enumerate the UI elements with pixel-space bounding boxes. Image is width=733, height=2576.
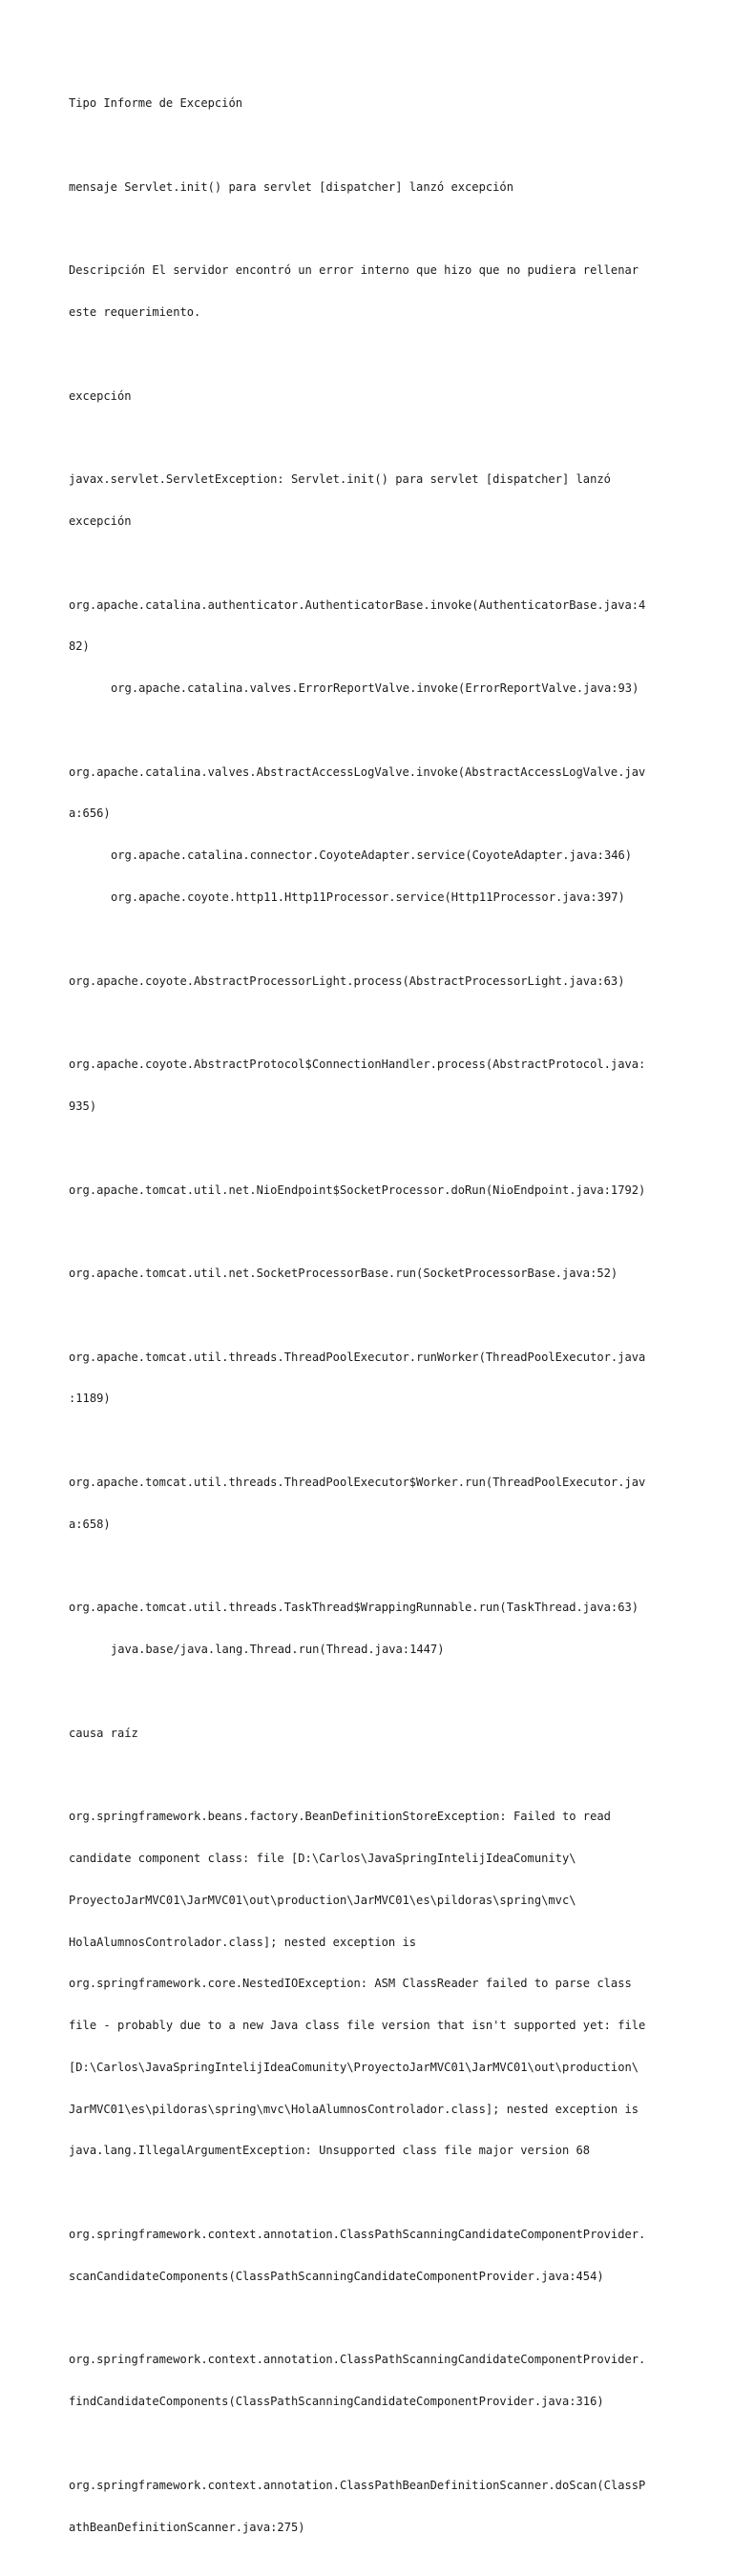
exception-message-line: javax.servlet.ServletException: Servlet.init() para servlet [dispatcher] lanzó [69, 472, 611, 487]
stack-frame-line: org.apache.tomcat.util.net.NioEndpoint$SocketProcessor.doRun(NioEndpoint.java:1792) [69, 1183, 646, 1197]
stack-frame-line: :1189) [69, 1392, 111, 1406]
root-cause-line: file - probably due to a new Java class file version that isn't supported yet: file [69, 2019, 646, 2033]
description-line: este requerimiento. [69, 305, 201, 320]
report-description [69, 236, 680, 347]
stack-frame-line: org.apache.coyote.AbstractProcessorLight.process(AbstractProcessorLight.java:63) [69, 974, 625, 988]
stack-frame-line: org.springframework.context.annotation.ClassPathScanningCandidateComponentProvider. [69, 2353, 646, 2367]
stack-frame-line: org.apache.coyote.AbstractProtocol$ConnectionHandler.process(AbstractProtocol.java: [69, 1058, 646, 1072]
stack-frame [69, 946, 680, 1016]
root-cause-line: ProyectoJarMVC01\JarMVC01\out\production\JarMVC01\es\pildoras\spring\mvc\ [69, 1893, 576, 1907]
stack-frame-line: org.springframework.context.annotation.ClassPathScanningCandidateComponentProvider. [69, 2228, 646, 2242]
root-cause-heading-text: causa raíz [69, 1726, 138, 1740]
stack-frame-line: org.apache.coyote.http11.Http11Processor.service(Http11Processor.java:397) [111, 890, 625, 905]
stack-frame-line: org.apache.tomcat.util.threads.TaskThread$WrappingRunnable.run(TaskThread.java:63) [69, 1601, 639, 1615]
stack-frame [69, 1322, 680, 1434]
root-cause-line: java.lang.IllegalArgumentException: Unsupported class file major version 68 [69, 2144, 591, 2158]
stack-frame [69, 1448, 680, 1560]
error-report-document [69, 69, 680, 2576]
stack-frame-line: a:656) [69, 806, 111, 821]
root-stack-frame [69, 2200, 680, 2312]
root-cause-line: org.springframework.core.NestedIOException: ASM ClassReader failed to parse class [69, 1977, 632, 1991]
stack-frame-group [69, 738, 680, 932]
report-type-line [69, 69, 680, 138]
exception-heading-text: excepción [69, 388, 132, 403]
exception-message-line: excepción [69, 514, 132, 528]
stack-frame-group [69, 1573, 680, 1685]
stack-frame-line: 82) [69, 639, 90, 654]
report-message-text: mensaje Servlet.init() para servlet [dispatcher] lanzó excepción [69, 179, 513, 194]
exception-heading [69, 361, 680, 430]
root-cause-message [69, 1782, 680, 2186]
stack-frame-line: org.apache.tomcat.util.threads.ThreadPoolExecutor.runWorker(ThreadPoolExecutor.java [69, 1350, 646, 1364]
root-stack-frame [69, 2325, 680, 2437]
stack-frame [69, 1239, 680, 1309]
stack-frame-line: org.apache.catalina.connector.CoyoteAdapter.service(CoyoteAdapter.java:346) [111, 848, 633, 863]
root-cause-line: [D:\Carlos\JavaSpringIntelijIdeaComunity\ProyectoJarMVC01\JarMVC01\out\production\ [69, 2060, 639, 2074]
stack-frame-line: a:658) [69, 1517, 111, 1531]
root-cause-line: candidate component class: file [D:\Carlos\JavaSpringIntelijIdeaComunity\ [69, 1852, 576, 1865]
stack-frame [69, 1155, 680, 1225]
stack-frame-line: java.base/java.lang.Thread.run(Thread.java:1447) [111, 1643, 445, 1657]
stack-frame [69, 1030, 680, 1141]
stack-frame-group [69, 570, 680, 723]
exception-message [69, 445, 680, 556]
stack-frame-line: org.apache.catalina.valves.ErrorReportValve.invoke(ErrorReportValve.java:93) [111, 681, 639, 696]
stack-frame-line: org.apache.catalina.authenticator.AuthenticatorBase.invoke(AuthenticatorBase.java:4 [69, 597, 646, 612]
root-cause-line: org.springframework.beans.factory.BeanDefinitionStoreException: Failed to read [69, 1810, 611, 1824]
stack-frame-line: org.apache.catalina.valves.AbstractAccessLogValve.invoke(AbstractAccessLogValve.jav [69, 764, 646, 779]
description-line: Descripción El servidor encontró un error interno que hizo que no pudiera rellenar [69, 263, 639, 278]
root-cause-line: JarMVC01\es\pildoras\spring\mvc\HolaAlumnosControlador.class]; nested exception is [69, 2102, 639, 2116]
stack-frame-line: org.apache.tomcat.util.net.SocketProcessorBase.run(SocketProcessorBase.java:52) [69, 1267, 618, 1281]
stack-frame-line: 935) [69, 1099, 97, 1113]
stack-frame-line: athBeanDefinitionScanner.java:275) [69, 2520, 305, 2534]
root-cause-heading [69, 1698, 680, 1768]
stack-frame-line: org.apache.tomcat.util.threads.ThreadPoolExecutor$Worker.run(ThreadPoolExecutor.jav [69, 1475, 646, 1489]
stack-frame-line: findCandidateComponents(ClassPathScanningCandidateComponentProvider.java:316) [69, 2395, 604, 2409]
stack-frame-line: org.springframework.context.annotation.ClassPathBeanDefinitionScanner.doScan(ClassP [69, 2478, 646, 2492]
report-message-line [69, 153, 680, 222]
stack-frame-line: scanCandidateComponents(ClassPathScanningCandidateComponentProvider.java:454) [69, 2269, 604, 2283]
root-cause-line: HolaAlumnosControlador.class]; nested exception is [69, 1935, 417, 1949]
report-type-text: Tipo Informe de Excepción [69, 96, 243, 111]
root-stack-frame [69, 2451, 680, 2563]
